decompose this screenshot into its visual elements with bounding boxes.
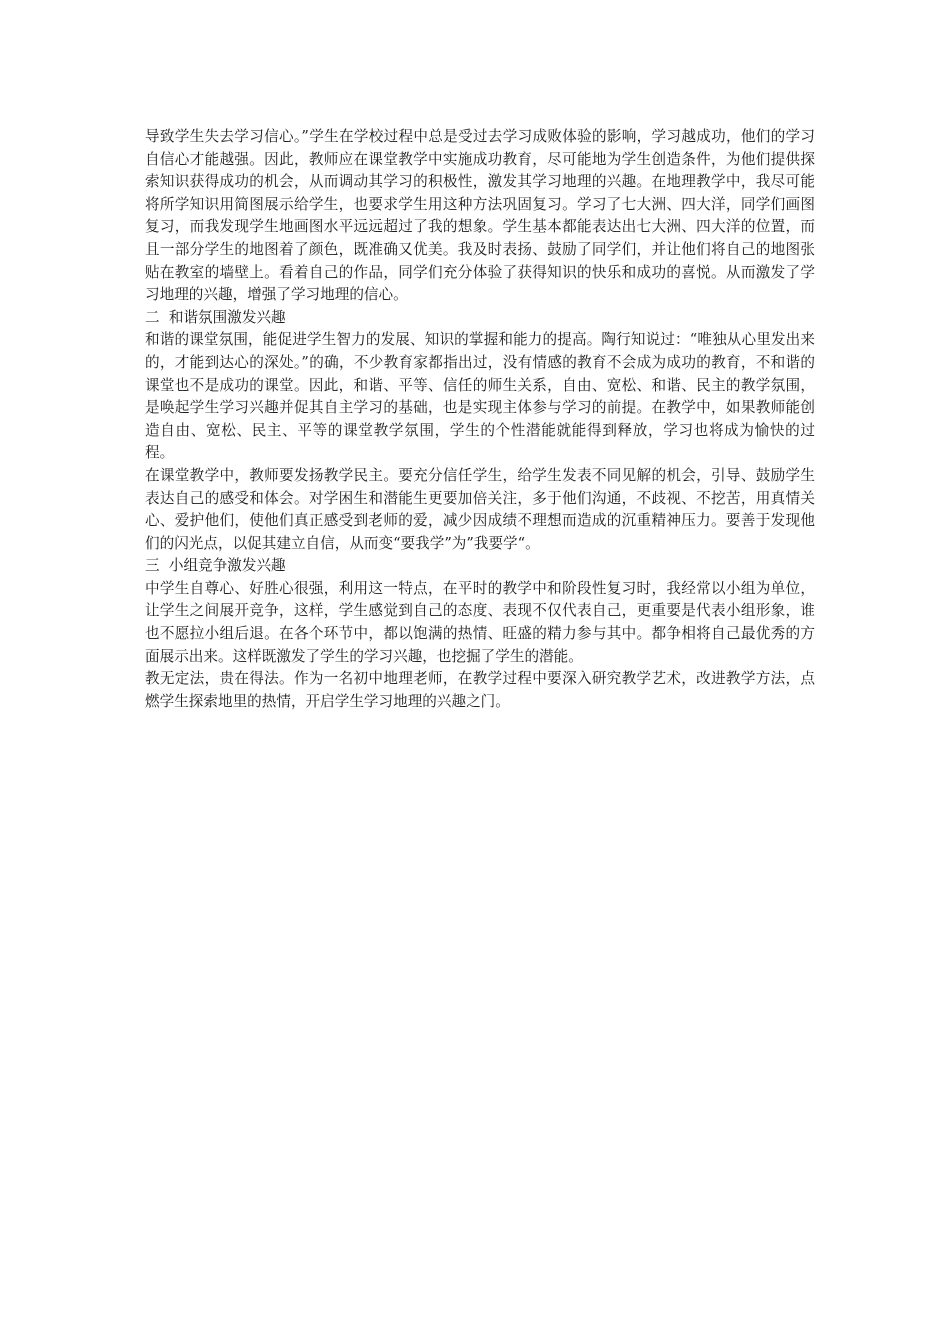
section-heading-harmony: 二 和谐氛围激发兴趣 — [145, 308, 286, 326]
paragraph-harmony-atmosphere: 和谐的课堂氛围，能促进学生智力的发展、知识的掌握和能力的提高。陶行知说过：“唯独从心里发出来的，才能到达心的深处。”的确，不少教育家都指出过，没有情感的教育不会成为成功的教育，不和谐的课堂也不是成功的课堂。因此，和谐、平等、信任的师生关系，自由、宽松、和谐、民主的教学氛围，是唤起学生学习兴趣并促其自主学习的基础，也是实现主体参与学习的前提。在教学中，如果教师能创造自由、宽松、民主、平等的课堂教学氛围，学生的个性潜能就能得到释放，学习也将成为愉快的过程。 — [145, 331, 815, 462]
section-heading-group-competition: 三 小组竞争激发兴趣 — [145, 557, 286, 575]
paragraph-conclusion: 教无定法，贵在得法。作为一名初中地理老师，在教学过程中要深入研究教学艺术，改进教学方法，点燃学生探索地里的热情，开启学生学习地理的兴趣之门。 — [145, 670, 815, 710]
paragraph-group-competition: 中学生自尊心、好胜心很强，利用这一特点，在平时的教学中和阶段性复习时，我经常以小组为单位，让学生之间展开竞争，这样，学生感觉到自己的态度、表现不仅代表自己，更重要是代表小组形象，谁也不愿拉小组后退。在各个环节中，都以饱满的热情、旺盛的精力参与其中。都争相将自己最优秀的方面展示出来。这样既激发了学生的学习兴趣，也挖掘了学生的潜能。 — [145, 579, 815, 665]
document-body — [145, 126, 815, 713]
paragraph-teaching-democracy: 在课堂教学中，教师要发扬教学民主。要充分信任学生，给学生发表不同见解的机会，引导、鼓励学生表达自己的感受和体会。对学困生和潜能生更要加倍关注，多于他们沟通，不歧视、不挖苦，用真情关心、爱护他们，使他们真正感受到老师的爱，减少因成绩不理想而造成的沉重精神压力。要善于发现他们的闪光点，以促其建立自信，从而变“要我学”为”我要学“。 — [145, 466, 815, 552]
paragraph-success-education: 导致学生失去学习信心。”学生在学校过程中总是受过去学习成败体验的影响，学习越成功，他们的学习自信心才能越强。因此，教师应在课堂教学中实施成功教育，尽可能地为学生创造条件，为他们提供探索知识获得成功的机会，从而调动其学习的积极性，激发其学习地理的兴趣。在地理教学中，我尽可能将所学知识用简图展示给学生，也要求学生用这种方法巩固复习。学习了七大洲、四大洋，同学们画图复习，而我发现学生地画图水平远远超过了我的想象。学生基本都能表达出七大洲、四大洋的位置，而且一部分学生的地图着了颜色，既准确又优美。我及时表扬、鼓励了同学们，并让他们将自己的地图张贴在教室的墙壁上。看着自己的作品，同学们充分体验了获得知识的快乐和成功的喜悦。从而激发了学习地理的兴趣，增强了学习地理的信心。 — [145, 128, 815, 304]
